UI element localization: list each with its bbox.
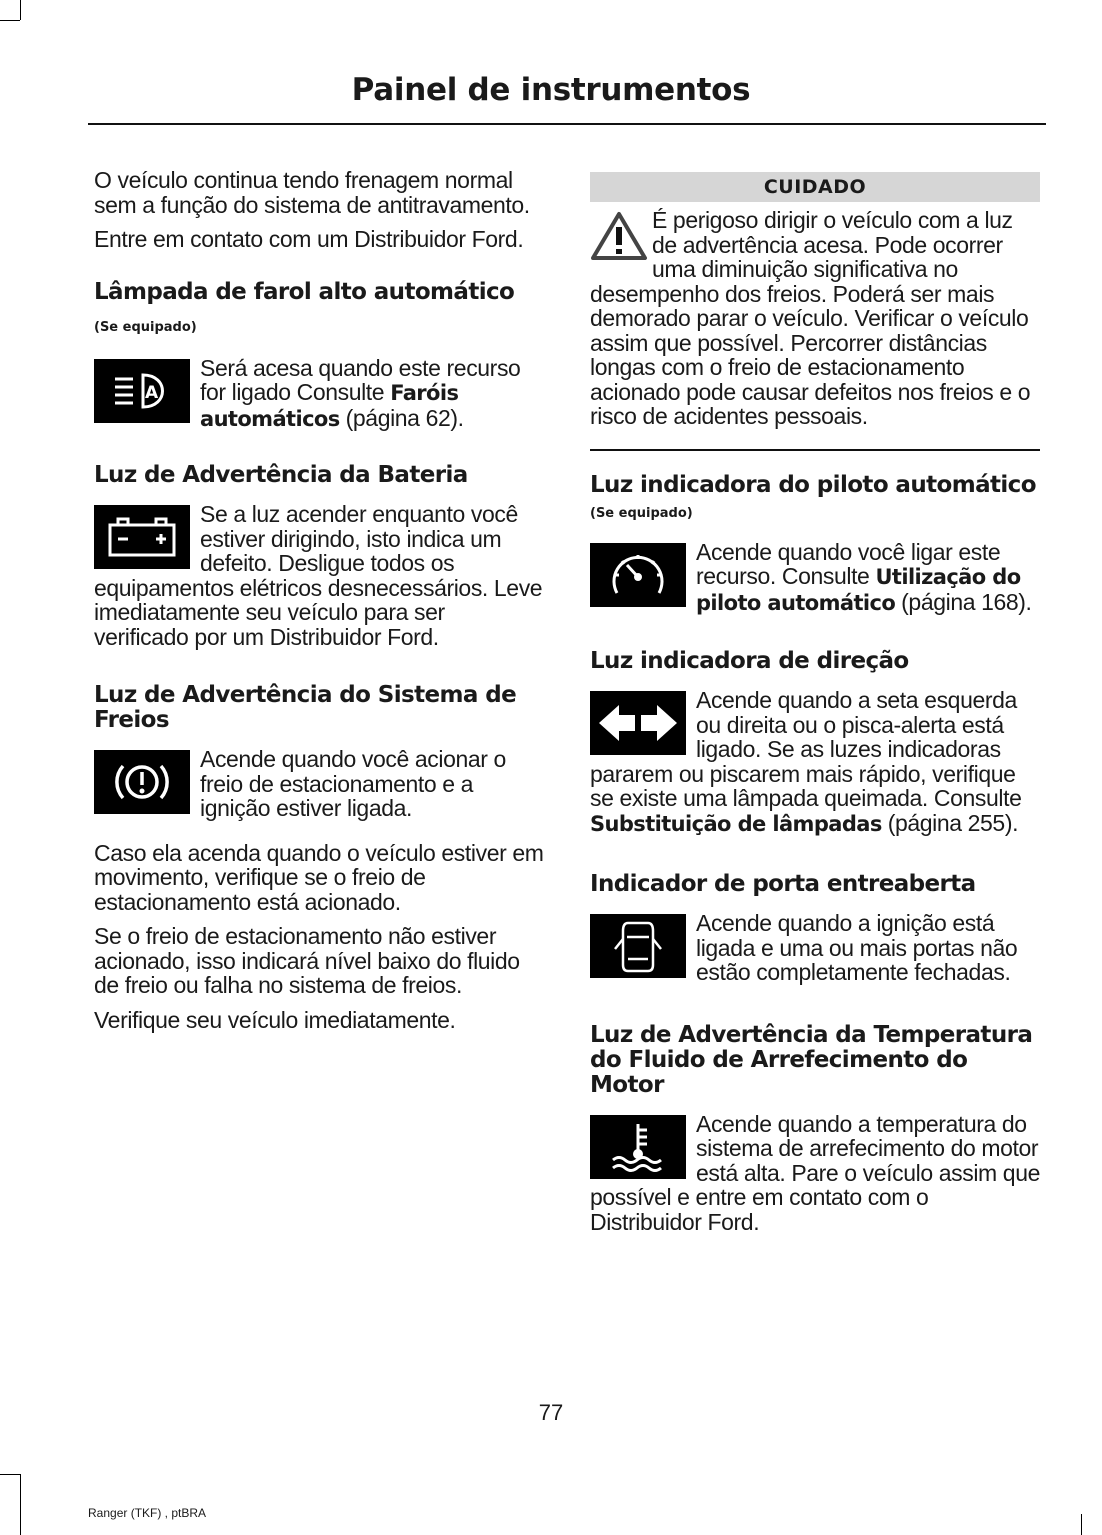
door-ajar-text: Acende quando a ignição está ligada e uma ou mais portas não estão completamente fechadas. — [696, 911, 1018, 985]
coolant-temperature-icon — [590, 1115, 686, 1179]
crop-mark — [20, 1474, 21, 1535]
equipped-note: (Se equipado) — [590, 505, 693, 521]
door-ajar-icon — [590, 914, 686, 978]
high-beam-text: Será acesa quando este recurso for ligado Consulte Faróis automáticos (página 62). — [200, 355, 521, 431]
intro-paragraph: O veículo continua tendo frenagem normal sem a função do sistema de antitravamento. — [94, 167, 530, 218]
caution-header: CUIDADO — [590, 172, 1040, 202]
turn-signal-item — [590, 688, 1040, 846]
turn-signal-text: Acende quando a seta esquerda ou direita ou o pisca-alerta está ligado. Se as luzes indicadoras pararem ou piscarem mais rápido, verifique se existe uma lâmpada queimada. Consulte Substituição de lâmpadas (página 255). — [590, 688, 1022, 836]
coolant-item — [590, 1112, 1040, 1245]
caution-item — [590, 208, 1040, 439]
battery-item — [94, 502, 544, 659]
link-auto-headlamps[interactable]: Faróis automáticos — [200, 381, 459, 431]
title-rule — [88, 123, 1046, 125]
crop-mark — [1081, 1514, 1082, 1535]
high-beam-item — [94, 356, 544, 442]
battery-icon — [94, 505, 190, 569]
brake-paragraph: Se o freio de estacionamento não estiver acionado, isso indicará nível baixo do fluido de freio ou falha no sistema de freios. — [94, 923, 520, 998]
door-ajar-item — [590, 911, 1040, 995]
caution-text: É perigoso dirigir o veículo com a luz de advertência acesa. Pode ocorrer uma diminuição significativa no desempenho dos freios. Poderá ser mais demorado parar o veículo. Verificar o veículo assim que possível. Percorrer distâncias longas com o freio de estacionamento acionado pode causar defeitos nos freios e o risco de acidentes pessoais. — [590, 208, 1031, 429]
svg-text:A: A — [145, 382, 159, 403]
equipped-note: (Se equipado) — [94, 319, 197, 335]
section-heading-brake: Luz de Advertência do Sistema de Freios — [94, 682, 517, 733]
cruise-text: Acende quando você ligar este recurso. Consulte Utilização do piloto automático (página 168). — [696, 539, 1032, 615]
cruise-item — [590, 540, 1040, 626]
right-column — [590, 168, 1040, 1254]
link-bulb-replacement[interactable]: Substituição de lâmpadas — [590, 811, 882, 836]
crop-mark — [20, 0, 21, 20]
crop-mark — [0, 1474, 20, 1475]
intro-paragraph: Entre em contato com um Distribuidor Ford. — [94, 226, 524, 252]
footer-model: Ranger (TKF) , ptBRA — [88, 1506, 207, 1520]
caution-rule — [590, 449, 1040, 451]
brake-paragraph: Caso ela acenda quando o veículo estiver em movimento, verifique se o freio de estacionamento está acionado. — [94, 839, 544, 915]
cruise-control-icon — [590, 543, 686, 607]
crop-mark — [0, 20, 20, 21]
turn-signal-icon — [590, 691, 686, 755]
brake-warning-icon — [94, 750, 190, 814]
section-heading-door-ajar: Indicador de porta entreaberta — [590, 871, 976, 897]
page-title: Painel de instrumentos — [351, 72, 751, 108]
brake-item — [94, 747, 544, 831]
link-cruise-control[interactable]: Utilização do piloto automático — [696, 565, 1021, 615]
section-heading-coolant: Luz de Advertência da Temperatura do Fluido de Arrefecimento do Motor — [590, 1021, 1033, 1098]
battery-text: Se a luz acender enquanto você estiver dirigindo, isto indica um defeito. Desligue todos os equipamentos elétricos desnecessários. Leve imediatamente seu veículo para ser verificado por um Distribuidor Ford. — [94, 502, 543, 650]
brake-text: Acende quando você acionar o freio de estacionamento e a ignição estiver ligada. — [200, 747, 506, 821]
section-heading-turn-signal: Luz indicadora de direção — [590, 648, 909, 674]
left-column — [94, 168, 544, 1042]
section-heading-cruise: Luz indicadora do piloto automático (Se equipado) — [590, 471, 1036, 521]
brake-paragraph: Verifique seu veículo imediatamente. — [94, 1006, 456, 1033]
warning-triangle-icon — [590, 210, 648, 262]
section-heading-high-beam: Lâmpada de farol alto automático — [94, 278, 515, 305]
coolant-text: Acende quando a temperatura do sistema de arrefecimento do motor está alta. Pare o veículo assim que possível e entre em contato com o Distribuidor Ford. — [590, 1111, 1040, 1235]
section-heading-battery: Luz de Advertência da Bateria — [94, 462, 468, 488]
auto-high-beam-icon — [94, 359, 190, 423]
page-number: 77 — [538, 1400, 564, 1425]
